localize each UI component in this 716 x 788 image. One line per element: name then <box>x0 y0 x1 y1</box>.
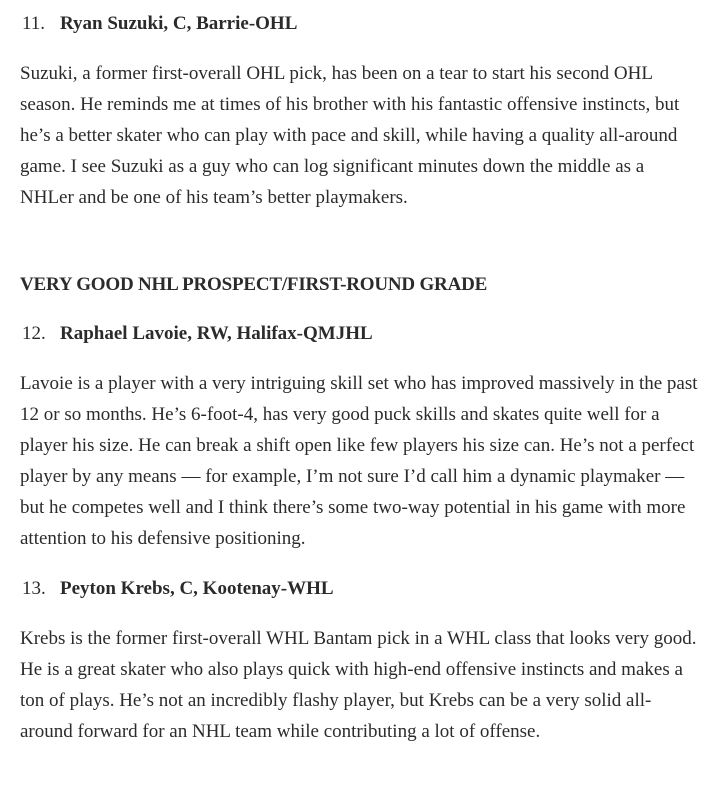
prospect-name: Ryan Suzuki, C, Barrie-OHL <box>60 13 298 34</box>
prospect-rank: 11. <box>22 13 46 34</box>
prospect-rank: 12. <box>22 323 46 344</box>
prospect-name: Raphael Lavoie, RW, Halifax-QMJHL <box>60 323 373 344</box>
prospect-name: Peyton Krebs, C, Kootenay-WHL <box>60 578 334 599</box>
prospect-description-12: Lavoie is a player with a very intriguing skill set who has improved massively in the past 12 or so months. He’s 6-foot-4, has very good puck skills and skates quite well for a player his size. He can break a shift open like few players his size can. He’s not a perfect player by any means — for example, I’m not sure I’d call him a dynamic playmaker — but he competes well and I think there’s some two-way potential in his game with more attention to his defensive positioning. <box>20 373 698 549</box>
prospect-rank: 13. <box>22 578 46 599</box>
prospect-heading-11 <box>20 11 297 37</box>
prospect-heading-12 <box>20 321 373 347</box>
prospect-heading-13 <box>20 576 334 602</box>
prospect-description-11: Suzuki, a former first-overall OHL pick, has been on a tear to start his second OHL season. He reminds me at times of his brother with his fantastic offensive instincts, but he’s a better skater who can play with pace and skill, while having a quality all-around game. I see Suzuki as a guy who can log significant minutes down the middle as a NHLer and be one of his team’s better playmakers. <box>20 63 680 208</box>
grade-section-heading: VERY GOOD NHL PROSPECT/FIRST-ROUND GRADE <box>20 274 488 295</box>
prospect-description-13: Krebs is the former first-overall WHL Bantam pick in a WHL class that looks very good. He is a great skater who also plays quick with high-end offensive instincts and makes a ton of plays. He’s not an incredibly flashy player, but Krebs can be a very solid all-around forward for an NHL team while contributing a lot of offense. <box>20 628 697 742</box>
